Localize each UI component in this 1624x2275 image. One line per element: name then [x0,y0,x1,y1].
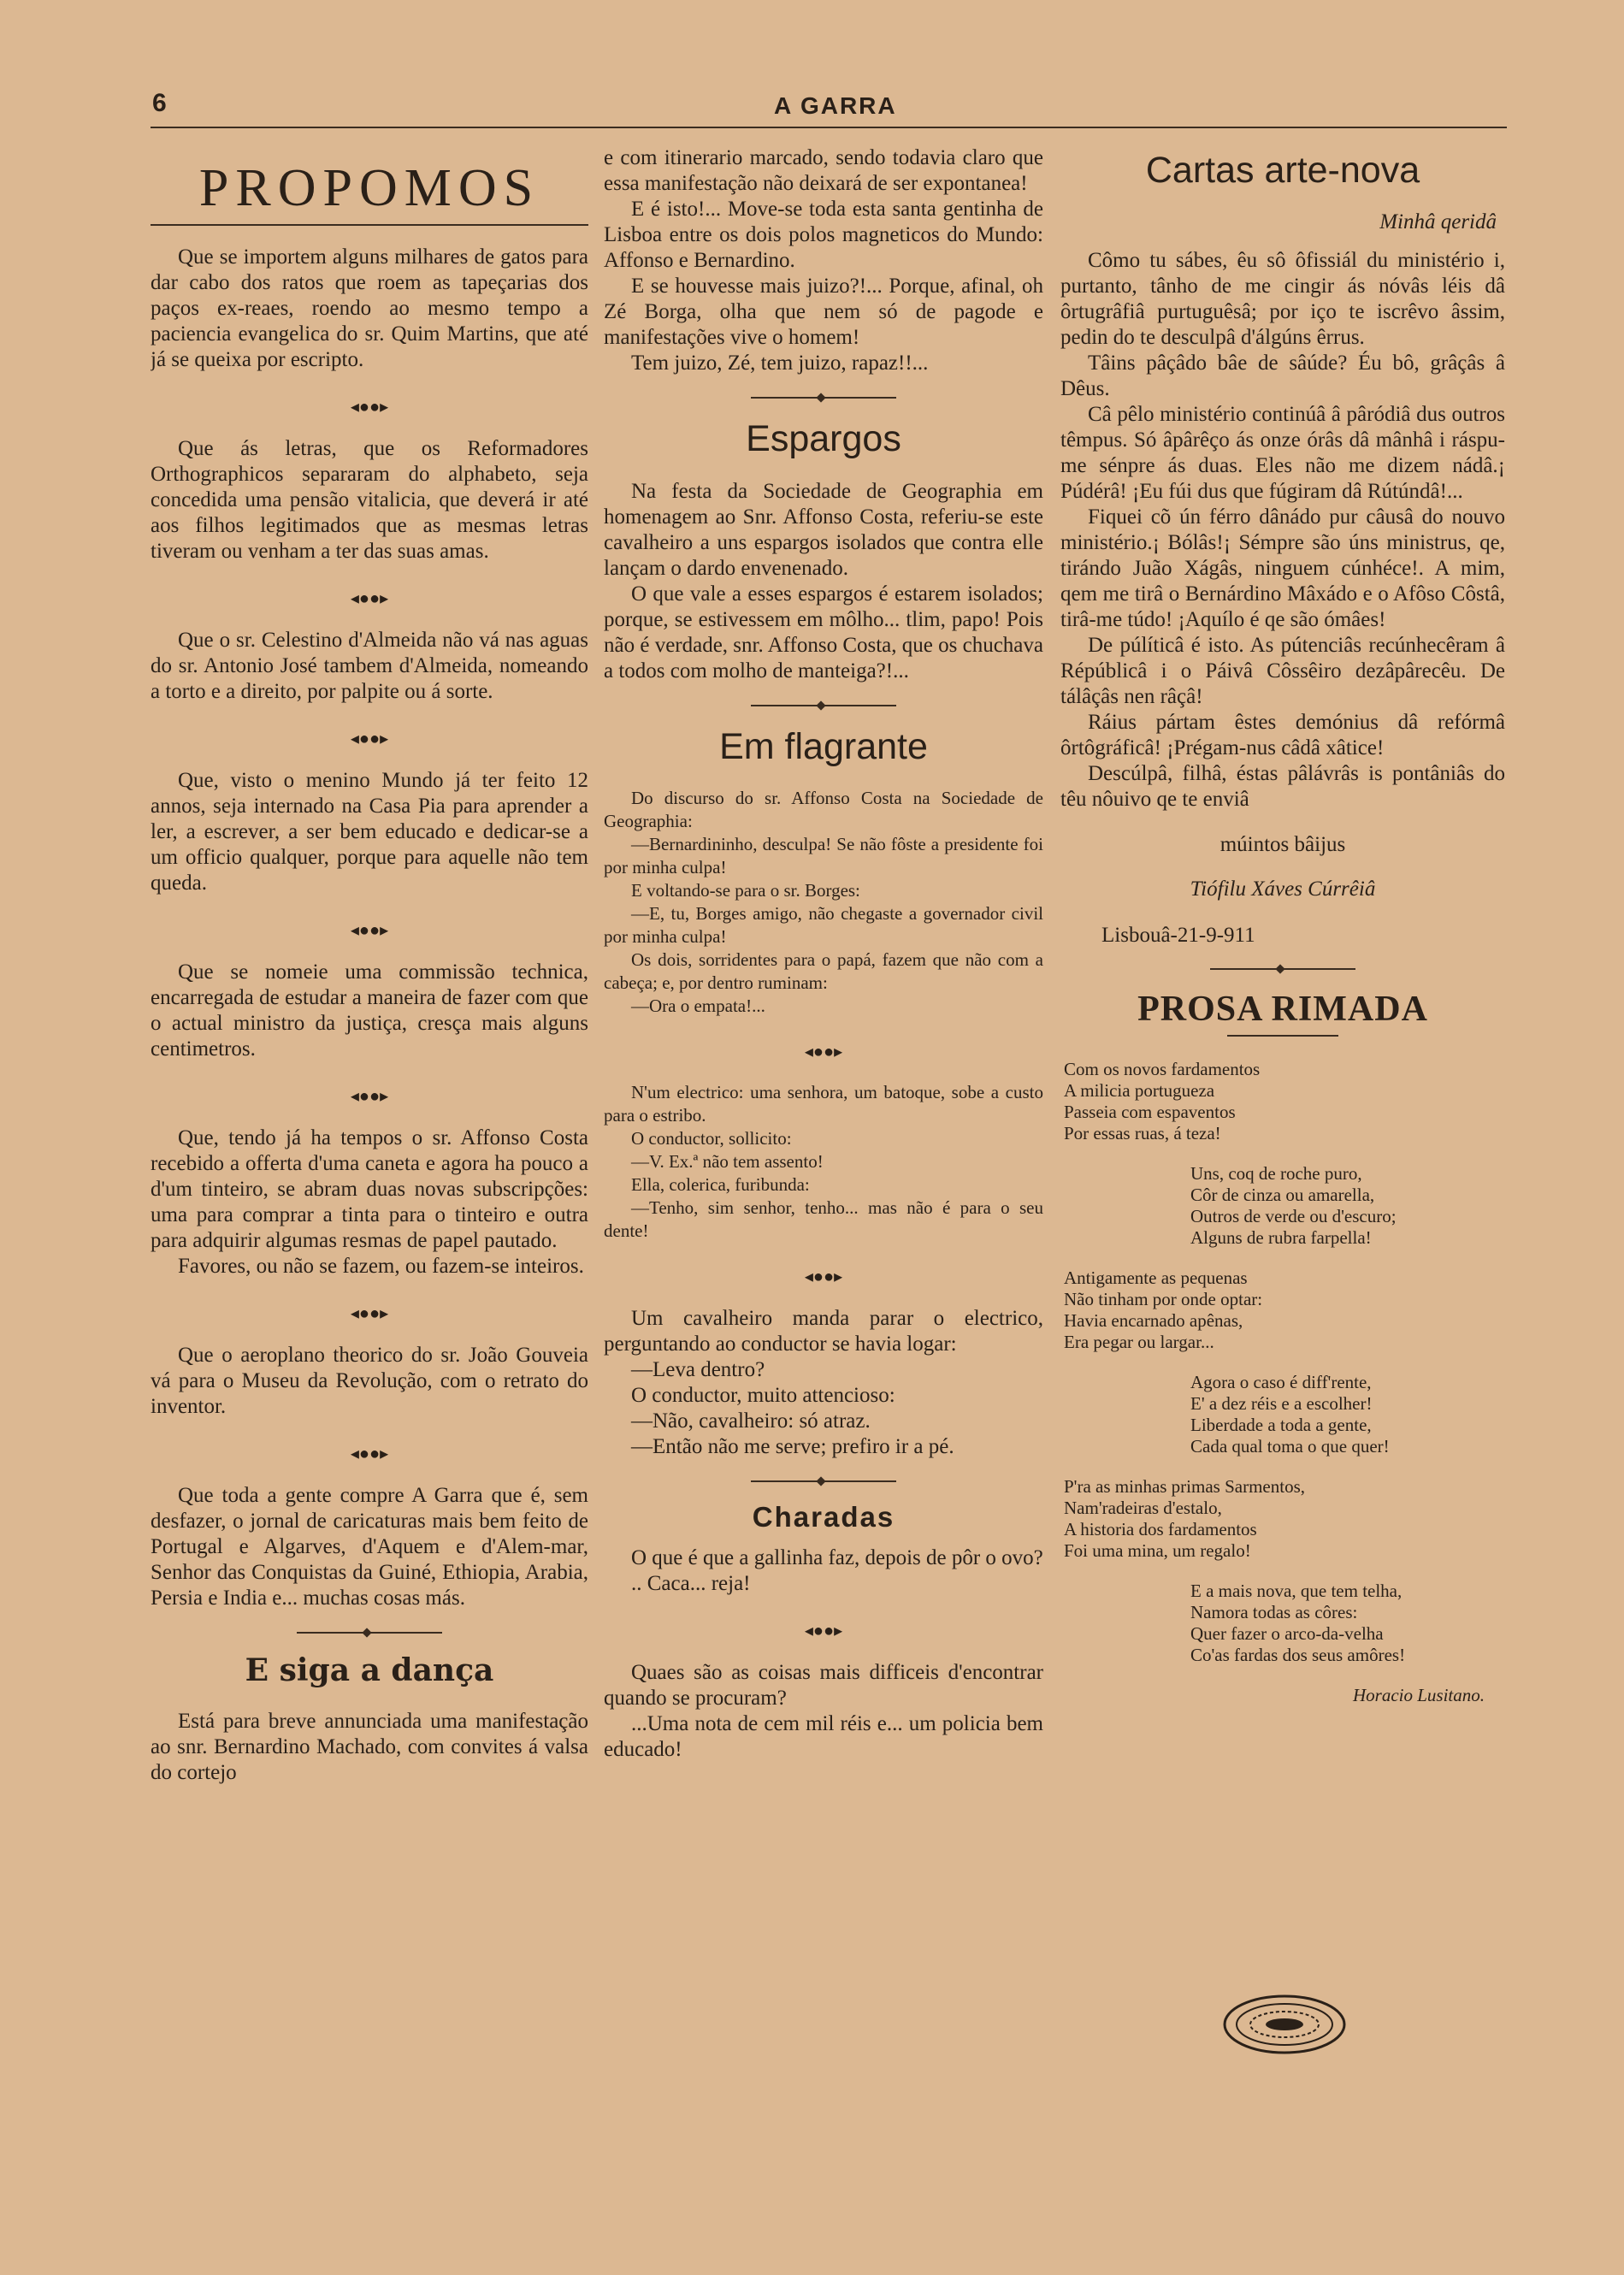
separator-ornament: ◂●●▸ [804,1268,843,1286]
electrico-line: N'um electrico: uma senhora, um batoque, sobe a custo para o estribo. [604,1082,1043,1126]
letter-signature: Tiófilu Xáves Cúrrêiâ [1190,878,1376,901]
cavalheiro-line: —Leva dentro? [631,1358,765,1381]
poem-line: Uns, coq de roche puro, [1190,1163,1362,1184]
separator-ornament: ◂●●▸ [804,1622,843,1640]
flagrante-line: —Bernardininho, desculpa! Se não fôste a presidente foi por minha culpa! [604,834,1043,878]
charada-line: Quaes são as coisas mais difficeis d'encontrar quando se procuram? [604,1661,1043,1710]
propomos-item: Que o aeroplano theorico do sr. João Gouveia vá para o Museu da Revolução, com o retrato do inventor. [151,1344,588,1418]
section-rule [297,1632,442,1634]
poem-line: Era pegar ou largar... [1064,1332,1214,1352]
separator-ornament: ◂●●▸ [350,1304,389,1323]
heading-rule [151,224,588,226]
separator-ornament: ◂●●▸ [350,398,389,417]
poem-line: Agora o caso é diff'rente, [1190,1372,1372,1392]
letter-salutation: Minhâ qeridâ [1379,210,1497,233]
letter-paragraph: Cômo tu sábes, êu sô ôfissiál du ministério i, purtanto, tânho de me cingir ás nóvâs léis dâ ôrtugrâfiâ purtuguêsâ; por iço te iscrêvo âssim, pedin do te desculpâ d'álgúns êrrus. [1060,249,1505,349]
charada-line: ...Uma nota de cem mil réis e... um policia bem educado! [604,1712,1043,1761]
section-rule [751,1480,896,1482]
column-2 [604,145,1043,2189]
poem-line: P'ra as minhas primas Sarmentos, [1064,1476,1305,1497]
flagrante-line: E voltando-se para o sr. Borges: [631,880,860,901]
propomos-item: Favores, ou não se fazem, ou fazem-se inteiros. [178,1255,584,1278]
poem-line: E a mais nova, que tem telha, [1190,1581,1403,1601]
poem-stanza [1060,1268,1505,1353]
letter-paragraph: Ráius pártam êstes demónius dâ refórmâ ôrtôgráficâ! ¡Prégam-nus câdâ xâtice! [1060,711,1505,759]
poem-line: Nam'radeiras d'estalo, [1064,1498,1222,1518]
poem-stanza [1060,1059,1505,1144]
siga-text: Está para breve annunciada uma manifestação ao snr. Bernardino Machado, com convites á valsa do cortejo [151,1710,588,1784]
poem-line: Antigamente as pequenas [1064,1268,1248,1288]
poem [1060,1059,1505,1666]
propomos-item: Que se importem alguns milhares de gatos para dar cabo dos ratos que roem as tapeçarias dos paços ex-reaes, roendo ao mesmo tempo a paciencia evangelica do sr. Quim Martins, que até já se queixa por escripto. [151,245,588,371]
newspaper-title: A GARRA [774,92,897,119]
letter-paragraph: Descúlpâ, filhâ, éstas pâlávrâs is pontâniâs do têu nôuivo qe te enviâ [1060,762,1505,811]
propomos-item: Que, visto o menino Mundo já ter feito 12 annos, seja internado na Casa Pia para aprender a ler, a escrever, a ser bem educado e dedicar-se a um officio qualquer, porque para aquelle não tem queda. [151,769,588,895]
electrico-line: —V. Ex.ª não tem assento! [631,1151,824,1172]
poem-stanza [1060,1163,1505,1249]
section-rule [751,397,896,399]
siga-heading: E siga a dança [245,1652,494,1688]
poem-line: E' a dez réis e a escolher! [1190,1393,1373,1414]
electrico-line: O conductor, sollicito: [631,1128,792,1149]
poem-line: Cada qual toma o que quer! [1190,1436,1390,1457]
letter-date: Lisbouâ-21-9-911 [1101,924,1255,947]
poem-line: A milicia portugueza [1064,1080,1215,1101]
poem-line: Com os novos fardamentos [1064,1059,1261,1079]
letter-paragraph: Tâins pâçâdo bâe de sâúde? Éu bô, grâçâs â Dêus. [1060,352,1505,400]
prosa-heading: PROSA RIMADA [1137,990,1428,1029]
cavalheiro-line: Um cavalheiro manda parar o electrico, perguntando ao conductor se havia logar: [604,1307,1043,1356]
poem-line: Outros de verde ou d'escuro; [1190,1206,1397,1226]
charada-line: .. Caca... reja! [631,1572,751,1595]
charadas-heading: Charadas [752,1501,895,1533]
section-rule [1210,968,1355,970]
poem-stanza [1060,1476,1505,1562]
continued-paragraph: Tem juizo, Zé, tem juizo, rapaz!!... [631,352,929,375]
letter-paragraph: Fiquei cõ ún férro dânádo pur câusâ do nouvo ministério.¡ Bólâs!¡ Sémpre são úns ministrus, qe, tirándo Juão Xágâs, ninguem cúnhéce!. A mim, qem me tirâ o Bernárdino Mâxádo e o Afôso Côstâ, tirâ-me túdo! ¡Aquílo é qe são ómâes! [1060,505,1505,631]
propomos-item: Que, tendo já ha tempos o sr. Affonso Costa recebido a offerta d'uma caneta e agora ha pouco a d'um tinteiro, se abram duas novas subscripções: uma para comprar a tinta para o tinteiro e outra para adquirir algumas resmas de papel pautado. [151,1126,588,1252]
separator-ornament: ◂●●▸ [350,921,389,940]
poem-line: Namora todas as côres: [1190,1602,1358,1622]
charada-line: O que é que a gallinha faz, depois de pôr o ovo? [631,1546,1043,1569]
flagrante-line: —E, tu, Borges amigo, não chegaste a governador civil por minha culpa! [604,903,1043,947]
propomos-heading: PROPOMOS [198,159,540,217]
poet-signature: Horacio Lusitano. [1352,1685,1485,1705]
page-number: 6 [152,89,167,117]
propomos-item: Que se nomeie uma commissão technica, encarregada de estudar a maneira de fazer com que o actual ministro da justiça, cresça mais alguns centimetros. [151,960,588,1061]
letter-paragraph: Câ pêlo ministério continúâ â pâródiâ dus outros têmpus. Só âpârêço ás onze órâs dâ mânhâ i ráspu-me sénpre ás duas. Eles não me dizem nádâ.¡ Púdérâ! ¡Eu fúi dus que fúgiram dâ Rútúndâ!... [1060,403,1505,503]
letter-closing: múintos bâijus [1219,833,1346,856]
poem-line: Co'as fardas dos seus amôres! [1190,1645,1406,1665]
espargos-paragraph: O que vale a esses espargos é estarem isolados; porque, se estivessem em môlho... tlim, papo! Pois não é verdade, snr. Affonso Costa, que os chuchava a todos com molho de manteiga?!... [604,582,1043,682]
poem-line: Por essas ruas, á teza! [1064,1123,1221,1143]
flagrante-line: —Ora o empata!... [631,996,765,1016]
heading-rule [1227,1035,1338,1037]
flagrante-line: Os dois, sorridentes para o papá, fazem que não com a cabeça; e, por dentro ruminam: [604,949,1043,993]
poem-line: Liberdade a toda a gente, [1190,1415,1372,1435]
continued-paragraph: e com itinerario marcado, sendo todavia claro que essa manifestação não deixará de ser expontanea! [604,146,1043,195]
poem-line: Quer fazer o arco-da-velha [1190,1623,1384,1644]
poem-stanza [1060,1372,1505,1457]
flagrante-heading: Em flagrante [719,726,928,767]
poem-line: A historia dos fardamentos [1064,1519,1257,1539]
continued-paragraph: E se houvesse mais juizo?!... Porque, afinal, oh Zé Borga, olha que nem só de pagode e manifestações vive o homem! [604,275,1043,349]
section-rule [751,705,896,706]
separator-ornament: ◂●●▸ [350,589,389,608]
poem-line: Passeia com espaventos [1064,1102,1236,1122]
electrico-line: Ella, colerica, furibunda: [631,1174,810,1195]
cavalheiro-line: O conductor, muito attencioso: [631,1384,895,1407]
cavalheiro-line: —Não, cavalheiro: só atraz. [631,1409,871,1433]
separator-ornament: ◂●●▸ [350,1087,389,1106]
poem-line: Não tinham por onde optar: [1064,1289,1263,1309]
cartas-heading: Cartas arte-nova [1145,150,1420,191]
ornament-icon [1221,1993,1348,2056]
poem-stanza [1060,1581,1505,1666]
column-1 [151,145,588,2189]
poem-line: Foi uma mina, um regalo! [1064,1540,1251,1561]
espargos-heading: Espargos [746,418,901,459]
espargos-paragraph: Na festa da Sociedade de Geographia em homenagem ao Snr. Affonso Costa, referiu-se este cavalheiro a uns espargos isolados que contra elle lançam o dardo envenenado. [604,480,1043,580]
header-rule [151,127,1507,128]
poem-line: Côr de cinza ou amarella, [1190,1185,1375,1205]
poem-line: Havia encarnado apênas, [1064,1310,1243,1331]
cavalheiro-line: —Então não me serve; prefiro ir a pé. [631,1435,954,1458]
letter-paragraph: De púlíticâ é isto. As pútenciâs recúnhecêram â Répúblicâ i o Páivâ Côssêiro dezâpârecêu. De tálâçâs nen râçâ! [1060,634,1505,708]
continued-paragraph: E é isto!... Move-se toda esta santa gentinha de Lisboa entre os dois polos magneticos do Mundo: Affonso e Bernardino. [604,198,1043,272]
separator-ornament: ◂●●▸ [350,1445,389,1463]
separator-ornament: ◂●●▸ [804,1043,843,1061]
propomos-item: Que toda a gente compre A Garra que é, sem desfazer, o jornal de caricaturas mais bem feito de Portugal e Algarves, d'Aquem e d'Alem-mar, Senhor das Conquistas da Guiné, Ethiopia, Arabia, Persia e India e... muchas cosas más. [151,1484,588,1610]
electrico-line: —Tenho, sim senhor, tenho... mas não é para o seu dente! [604,1197,1043,1241]
propomos-item: Que ás letras, que os Reformadores Orthographicos separaram do alphabeto, seja concedida uma pensão vitalicia, que deverá ir até aos filhos legitimados que as mesmas letras tiveram ou venham a ter das suas amas. [151,437,588,563]
poem-line: Alguns de rubra farpella! [1190,1227,1372,1248]
separator-ornament: ◂●●▸ [350,730,389,748]
propomos-item: Que o sr. Celestino d'Almeida não vá nas aguas do sr. Antonio José tambem d'Almeida, nomeando a torto e a direito, por palpite ou á sorte. [151,629,588,703]
flagrante-line: Do discurso do sr. Affonso Costa na Sociedade de Geographia: [604,788,1043,831]
column-3 [1060,145,1505,2189]
